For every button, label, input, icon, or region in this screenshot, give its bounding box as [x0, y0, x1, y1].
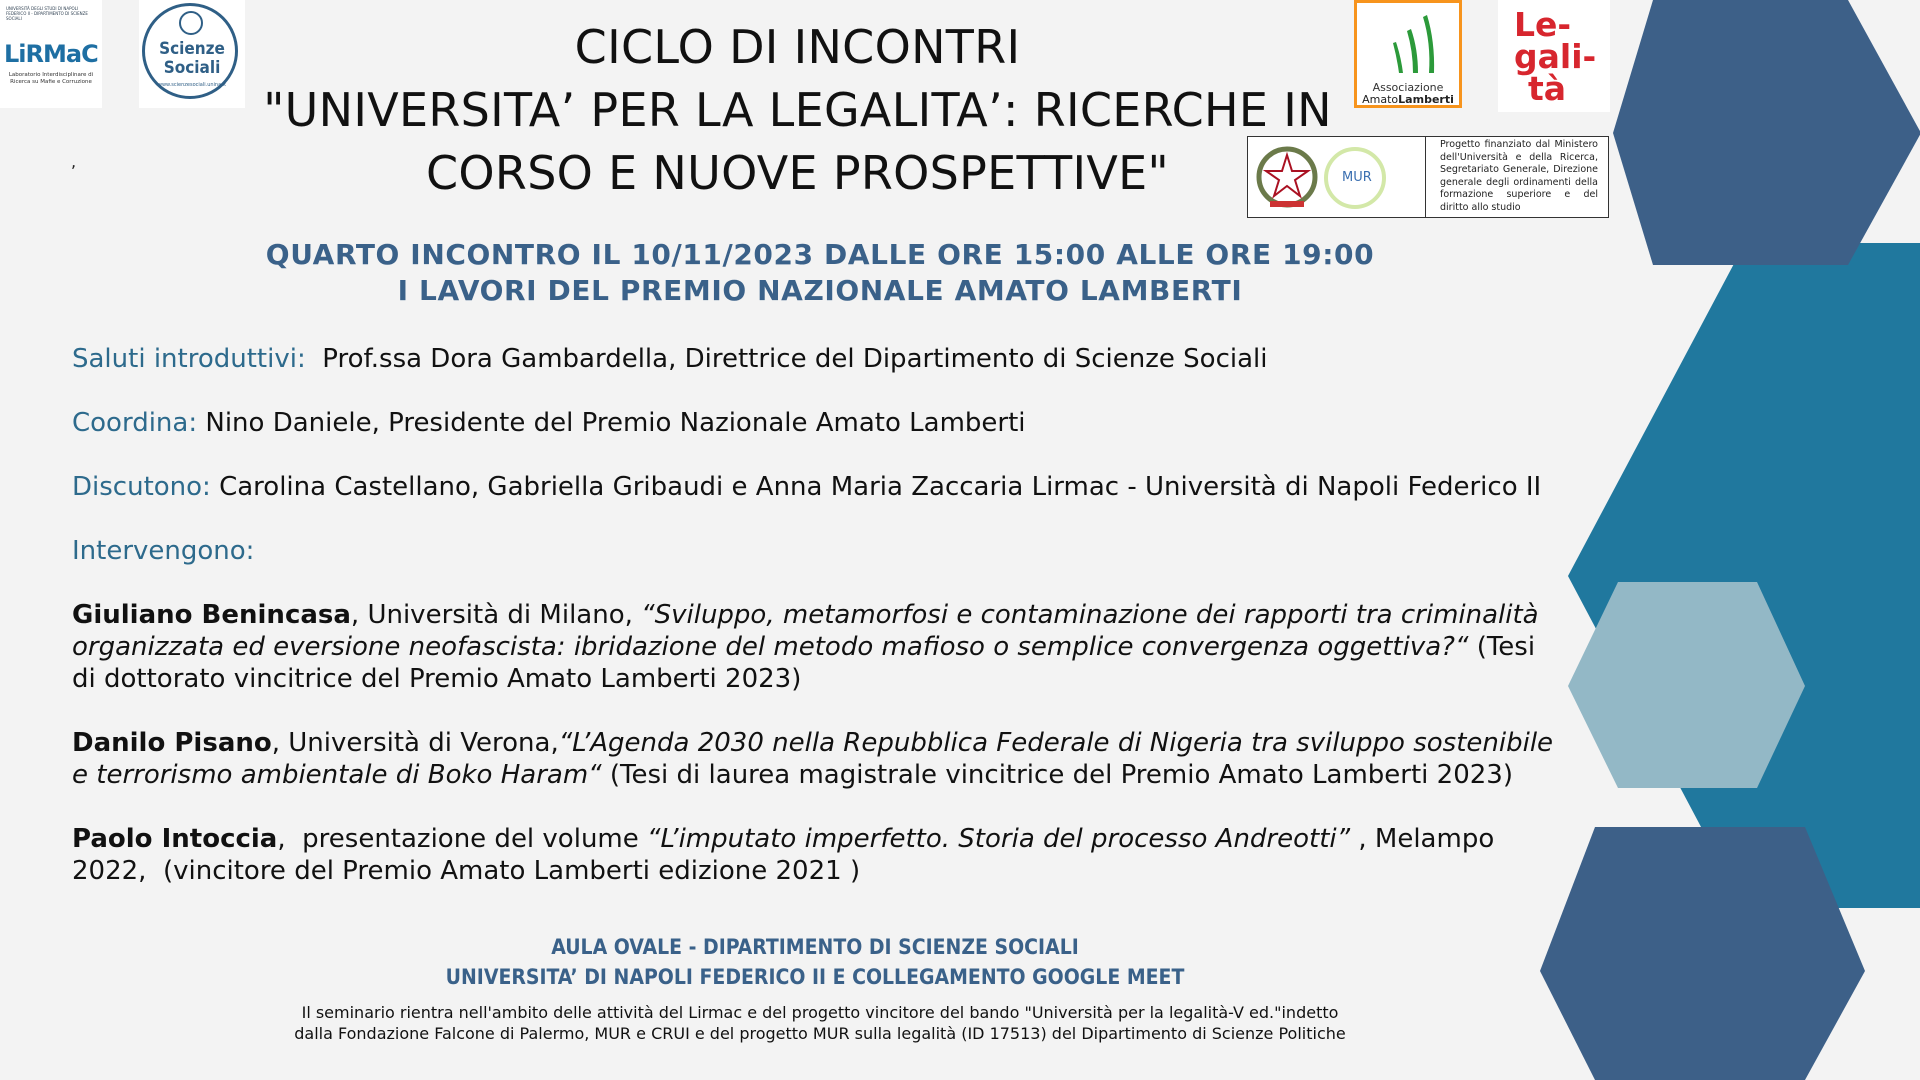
lirmac-logo [0, 0, 102, 108]
talk-1-affiliation: , Università di Milano, [350, 600, 642, 630]
talk-2-title-l2: e terrorismo ambientale di Boko Haram“ [72, 760, 602, 790]
university-seal-icon [179, 11, 203, 35]
saluti-label: Saluti introduttivi: [72, 344, 306, 374]
stray-comma: , [71, 152, 77, 171]
talk-3-line1 [72, 823, 1592, 855]
saluti-row [72, 343, 1592, 375]
mur-label: MUR [1342, 170, 1372, 185]
discutono-label: Discutono: [72, 472, 211, 502]
hexagon-teal-large [1568, 243, 1920, 908]
talk-3-affiliation: , presentazione del volume [277, 824, 648, 854]
talk-2-line2 [72, 759, 1592, 791]
lirmac-header-text: UNIVERSITÀ DEGLI STUDI DI NAPOLI FEDERICO II - DIPARTIMENTO DI SCIENZE SOCIALI [6, 6, 88, 21]
scienze-line1: Scienze [159, 39, 225, 59]
funding-note-line2: dalla Fondazione Falcone di Palermo, MUR e CRUI e del progetto MUR sulla legalità (ID 17513) del Dipartimento di Scienze Politiche [294, 1024, 1346, 1043]
subtitle-line2: I LAVORI DEL PREMIO NAZIONALE AMATO LAMBERTI [397, 274, 1243, 307]
subtitle-line1: QUARTO INCONTRO IL 10/11/2023 DALLE ORE 15:00 ALLE ORE 19:00 [265, 238, 1375, 271]
saluti-text: Prof.ssa Dora Gambardella, Direttrice del Dipartimento di Scienze Sociali [305, 344, 1268, 374]
lirmac-mark: LiRMaC [4, 40, 98, 68]
scienze-url: www.scienzesociali.unina.it [157, 82, 227, 88]
coordina-label: Coordina: [72, 408, 198, 438]
scienze-sociali-logo [139, 0, 245, 108]
legalita-logo [1498, 0, 1610, 112]
funding-note-line1: Il seminario rientra nell'ambito delle attività del Lirmac e del progetto vincitore del bando "Università per la legalità-V ed."indetto [301, 1003, 1339, 1022]
mur-separator [1425, 137, 1426, 217]
hexagon-dark-top [1613, 0, 1920, 265]
talk-1-line2 [72, 631, 1592, 663]
title-line1: CICLO DI INCONTRI [574, 20, 1021, 74]
coordina-text: Nino Daniele, Presidente del Premio Nazionale Amato Lamberti [197, 408, 1026, 438]
venue-line2: UNIVERSITA’ DI NAPOLI FEDERICO II E COLLEGAMENTO GOOGLE MEET [445, 965, 1185, 989]
talk-1-line1 [72, 599, 1592, 631]
talk-3-speaker: Paolo Intoccia [72, 824, 278, 854]
discutono-text: Carolina Castellano, Gabriella Gribaudi e Anna Maria Zaccaria Lirmac - Università di Napoli Federico II [210, 472, 1542, 502]
talk-2-speaker: Danilo Pisano [72, 728, 272, 758]
talk-3-note-l2: 2022, (vincitore del Premio Amato Lamberti edizione 2021 ) [72, 856, 861, 886]
venue-line1: AULA OVALE - DIPARTIMENTO DI SCIENZE SOCIALI [551, 935, 1079, 959]
event-subtitle [150, 237, 1490, 309]
talk-1-title-l2: organizzata ed eversione neofascista: ibridazione del metodo mafioso o semplice convergenza oggettiva?“ [72, 632, 1469, 662]
green-stripes-icon [1387, 13, 1435, 75]
talk-1-note-l2: (Tesi [1468, 632, 1536, 662]
venue-block [355, 932, 1275, 992]
hexagon-light-mid [1568, 582, 1805, 788]
page-title [255, 16, 1340, 205]
talk-2-note-l2: (Tesi di laurea magistrale vincitrice del Premio Amato Lamberti 2023) [601, 760, 1513, 790]
legalita-line3: tà [1528, 69, 1567, 108]
talk-1-speaker: Giuliano Benincasa [72, 600, 351, 630]
talk-3-title-l1: “L’imputato imperfetto. Storia del processo Andreotti” [647, 824, 1351, 854]
talk-1-note-l3: di dottorato vincitrice del Premio Amato Lamberti 2023) [72, 664, 802, 694]
lirmac-subtitle: Laboratorio Interdisciplinare di Ricerca su Mafie e Corruzione [8, 72, 94, 85]
mur-description: Progetto finanziato dal Ministero dell'Università e della Ricerca, Segretariato Generale, Direzione generale degli ordinamenti della formazione superiore e del diritto allo studio [1440, 139, 1598, 213]
talk-2-title-l1: “L’Agenda 2030 nella Repubblica Federale di Nigeria tra sviluppo sostenibile [558, 728, 1554, 758]
legalita-line1: Le- [1514, 5, 1572, 44]
discutono-row [72, 471, 1592, 503]
scienze-name [139, 40, 245, 78]
scienze-line2: Sociali [163, 58, 221, 78]
title-line2: "UNIVERSITA’ PER LA LEGALITA’: RICERCHE IN [263, 83, 1332, 137]
funding-note [275, 1002, 1365, 1044]
coordina-row [72, 407, 1592, 439]
talk-1-title-l1: “Sviluppo, metamorfosi e contaminazione dei rapporti tra criminalità [641, 600, 1539, 630]
talk-2-affiliation: , Università di Verona, [271, 728, 559, 758]
title-line3: CORSO E NUOVE PROSPETTIVE" [426, 146, 1169, 200]
talk-2-line1 [72, 727, 1592, 759]
legalita-line2: gali- [1514, 37, 1597, 76]
associazione-amato-lamberti-logo [1354, 0, 1462, 108]
talk-3-note-l1: , Melampo [1350, 824, 1495, 854]
assoc-name [1357, 93, 1459, 106]
assoc-line1: Associazione [1372, 81, 1444, 94]
assoc-name-a: Amato [1362, 93, 1399, 106]
assoc-name-b: Lamberti [1398, 93, 1454, 106]
intervengono-label: Intervengono: [72, 536, 255, 566]
